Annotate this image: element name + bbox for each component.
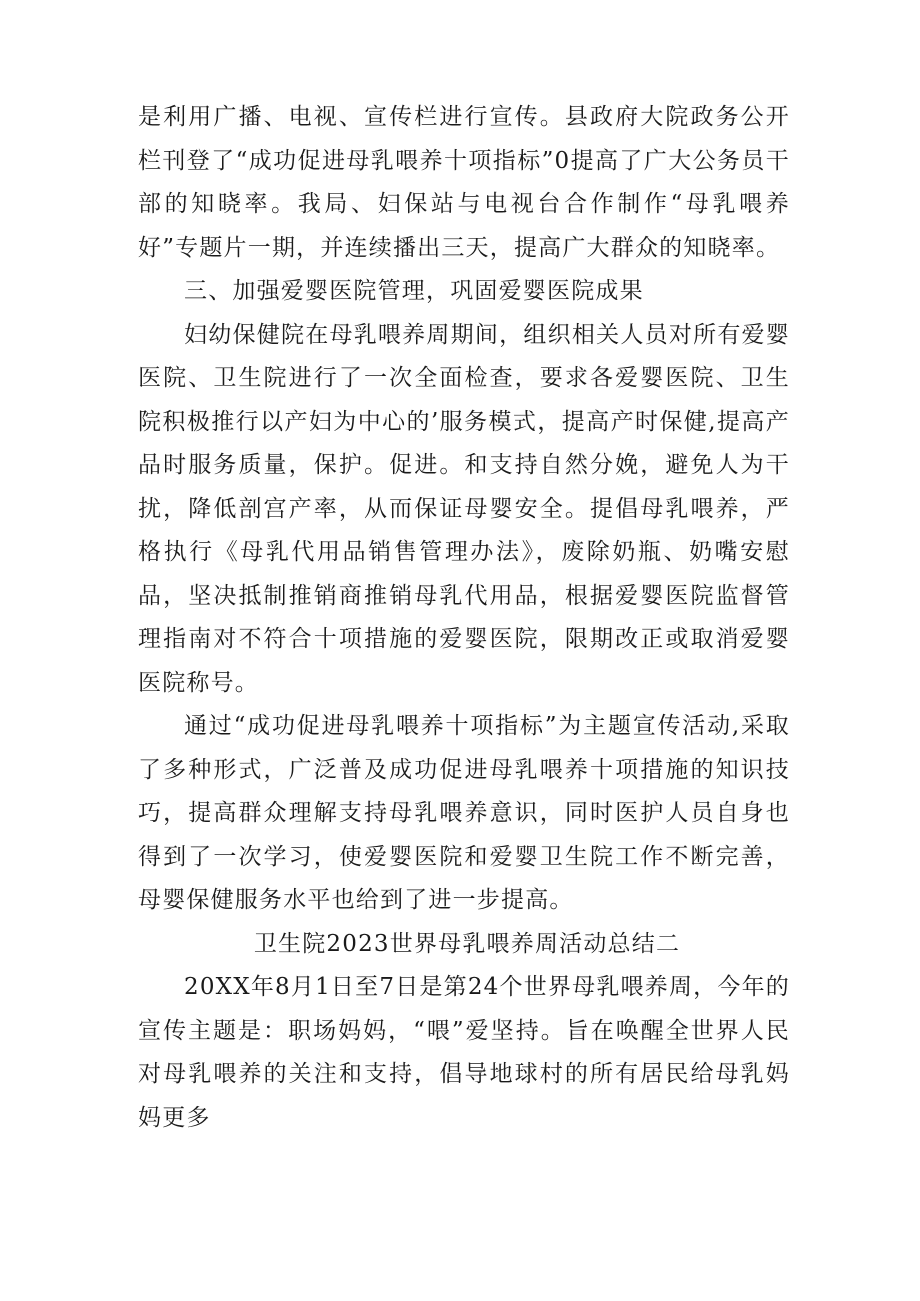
paragraph-body: 妇幼保健院在母乳喂养周期间，组织相关人员对所有爱婴医院、卫生院进行了一次全面检查，要求各爱婴医院、卫生院积极推行以产妇为中心的’服务模式，提高产时保健,提高产品时服务质量，保护。促进。和支持自然分娩，避免人为干扰，降低剖宫产率，从而保证母婴安全。提倡母乳喂养，严格执行《母乳代用品销售管理办法》，废除奶瓶、奶嘴安慰品，坚决抵制推销商推销母乳代用品，根据爱婴医院监督管理指南对不符合十项措施的爱婴医院，限期改正或取消爱婴医院称号。 bbox=[138, 321, 790, 696]
paragraph-body: 通过“成功促进母乳喂养十项指标”为主题宣传活动,采取了多种形式，广泛普及成功促进母乳喂养十项措施的知识技巧，提高群众理解支持母乳喂养意识，同时医护人员自身也得到了一次学习，使爱婴医院和爱婴卫生院工作不断完善，母婴保健服务水平也给到了进一步提高。 bbox=[138, 713, 790, 913]
paragraph-continuation: 是利用广播、电视、宣传栏进行宣传。县政府大院政务公开栏刊登了“成功促进母乳喂养十项指标”0提高了广大公务员干部的知晓率。我局、妇保站与电视台合作制作“母乳喂养好”专题片一期，并连续播出三天，提高广大群众的知晓率。 bbox=[138, 104, 790, 261]
paragraph-body: 20XX年8月1日至7日是第24个世界母乳喂养周，今年的宣传主题是：职场妈妈，“喂”爱坚持。旨在唤醒全世界人民对母乳喂养的关注和支持，倡导地球村的所有居民给母乳妈妈更多 bbox=[138, 974, 790, 1131]
section-heading: 三、加强爱婴医院管理，巩固爱婴医院成果 bbox=[184, 278, 644, 304]
document-title: 卫生院2023世界母乳喂养周活动总结二 bbox=[253, 930, 681, 957]
